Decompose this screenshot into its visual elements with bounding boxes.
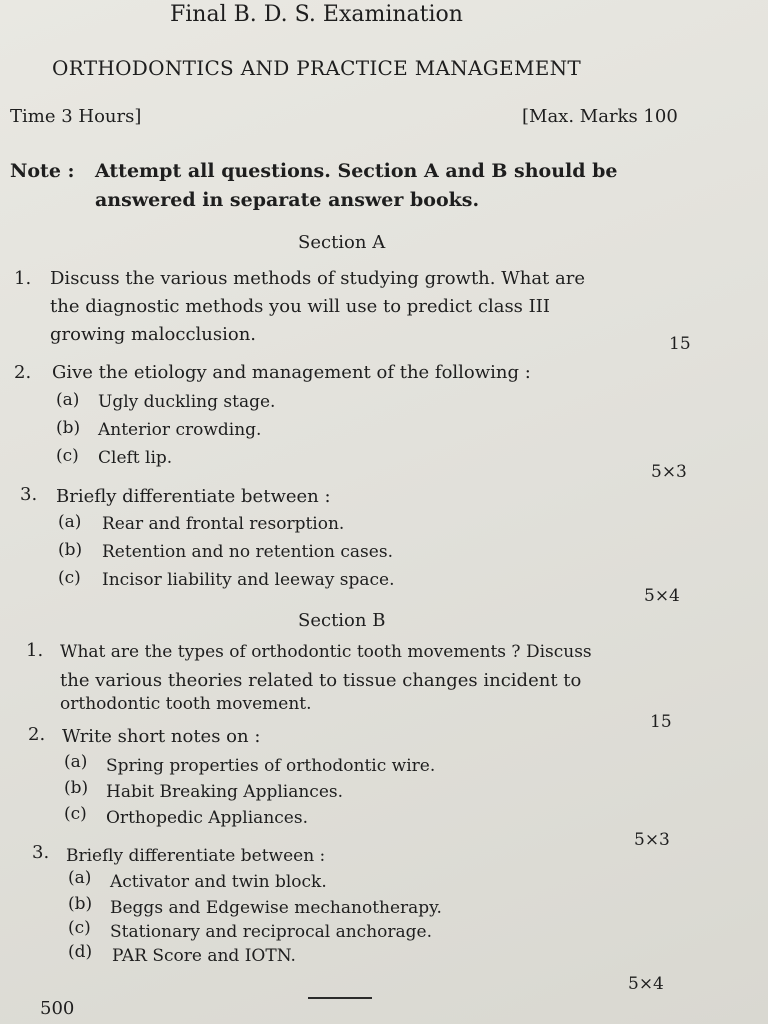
option-text: Anterior crowding. <box>98 420 262 440</box>
subject-title: ORTHODONTICS AND PRACTICE MANAGEMENT <box>52 56 582 80</box>
option-text: Stationary and reciprocal anchorage. <box>110 922 432 942</box>
option-label: (a) <box>58 512 82 532</box>
question-text-line: the various theories related to tissue changes incident to <box>60 670 582 691</box>
exam-title: Final B. D. S. Examination <box>170 2 463 27</box>
option-label: (d) <box>68 942 93 962</box>
question-number: 1. <box>26 640 44 661</box>
option-text: Orthopedic Appliances. <box>106 808 308 828</box>
question-text-line: growing malocclusion. <box>50 324 257 345</box>
question-text-line: orthodontic tooth movement. <box>60 694 312 714</box>
question-number: 3. <box>20 484 38 505</box>
question-text-line: the diagnostic methods you will use to predict class III <box>50 296 550 317</box>
option-text: Incisor liability and leeway space. <box>102 570 395 590</box>
question-text-line: Discuss the various methods of studying growth. What are <box>50 268 585 289</box>
option-label: (b) <box>56 418 81 438</box>
option-text: Activator and twin block. <box>110 872 327 892</box>
option-label: (c) <box>58 568 81 588</box>
time-limit: Time 3 Hours] <box>10 106 142 127</box>
question-number: 3. <box>32 842 50 863</box>
question-stem: Give the etiology and management of the following : <box>52 362 531 383</box>
option-text: Cleft lip. <box>98 448 173 468</box>
question-stem: Write short notes on : <box>62 726 261 747</box>
question-marks: 15 <box>669 334 691 354</box>
question-number: 2. <box>14 362 32 383</box>
copies-count: 500 <box>40 998 75 1019</box>
option-label: (a) <box>56 390 80 410</box>
option-text: Spring properties of orthodontic wire. <box>106 756 436 776</box>
option-label: (b) <box>58 540 83 560</box>
option-label: (a) <box>64 752 88 772</box>
question-stem: Briefly differentiate between : <box>66 846 326 866</box>
question-marks: 5×3 <box>651 462 687 482</box>
note-label: Note : <box>10 160 75 182</box>
question-number: 2. <box>28 724 46 745</box>
option-text: Ugly duckling stage. <box>98 392 276 412</box>
question-text-line: What are the types of orthodontic tooth movements ? Discuss <box>60 642 592 662</box>
option-text: PAR Score and IOTN. <box>112 946 296 966</box>
note-line-2: answered in separate answer books. <box>95 189 480 211</box>
option-label: (c) <box>64 804 87 824</box>
option-text: Beggs and Edgewise mechanotherapy. <box>110 898 442 918</box>
section-a-heading: Section A <box>298 232 386 253</box>
option-label: (c) <box>56 446 79 466</box>
note-line-1: Attempt all questions. Section A and B should be <box>95 160 618 182</box>
option-label: (b) <box>68 894 93 914</box>
option-label: (a) <box>68 868 92 888</box>
option-text: Retention and no retention cases. <box>102 542 393 562</box>
option-text: Habit Breaking Appliances. <box>106 782 344 802</box>
question-marks: 5×3 <box>634 830 670 850</box>
option-label: (c) <box>68 918 91 938</box>
question-marks: 5×4 <box>644 586 680 606</box>
option-label: (b) <box>64 778 89 798</box>
section-b-heading: Section B <box>298 610 386 631</box>
option-text: Rear and frontal resorption. <box>102 514 345 534</box>
question-stem: Briefly differentiate between : <box>56 486 331 507</box>
end-rule <box>308 997 372 999</box>
max-marks: [Max. Marks 100 <box>522 106 678 127</box>
question-number: 1. <box>14 268 32 289</box>
question-marks: 5×4 <box>628 974 664 994</box>
question-marks: 15 <box>650 712 672 732</box>
